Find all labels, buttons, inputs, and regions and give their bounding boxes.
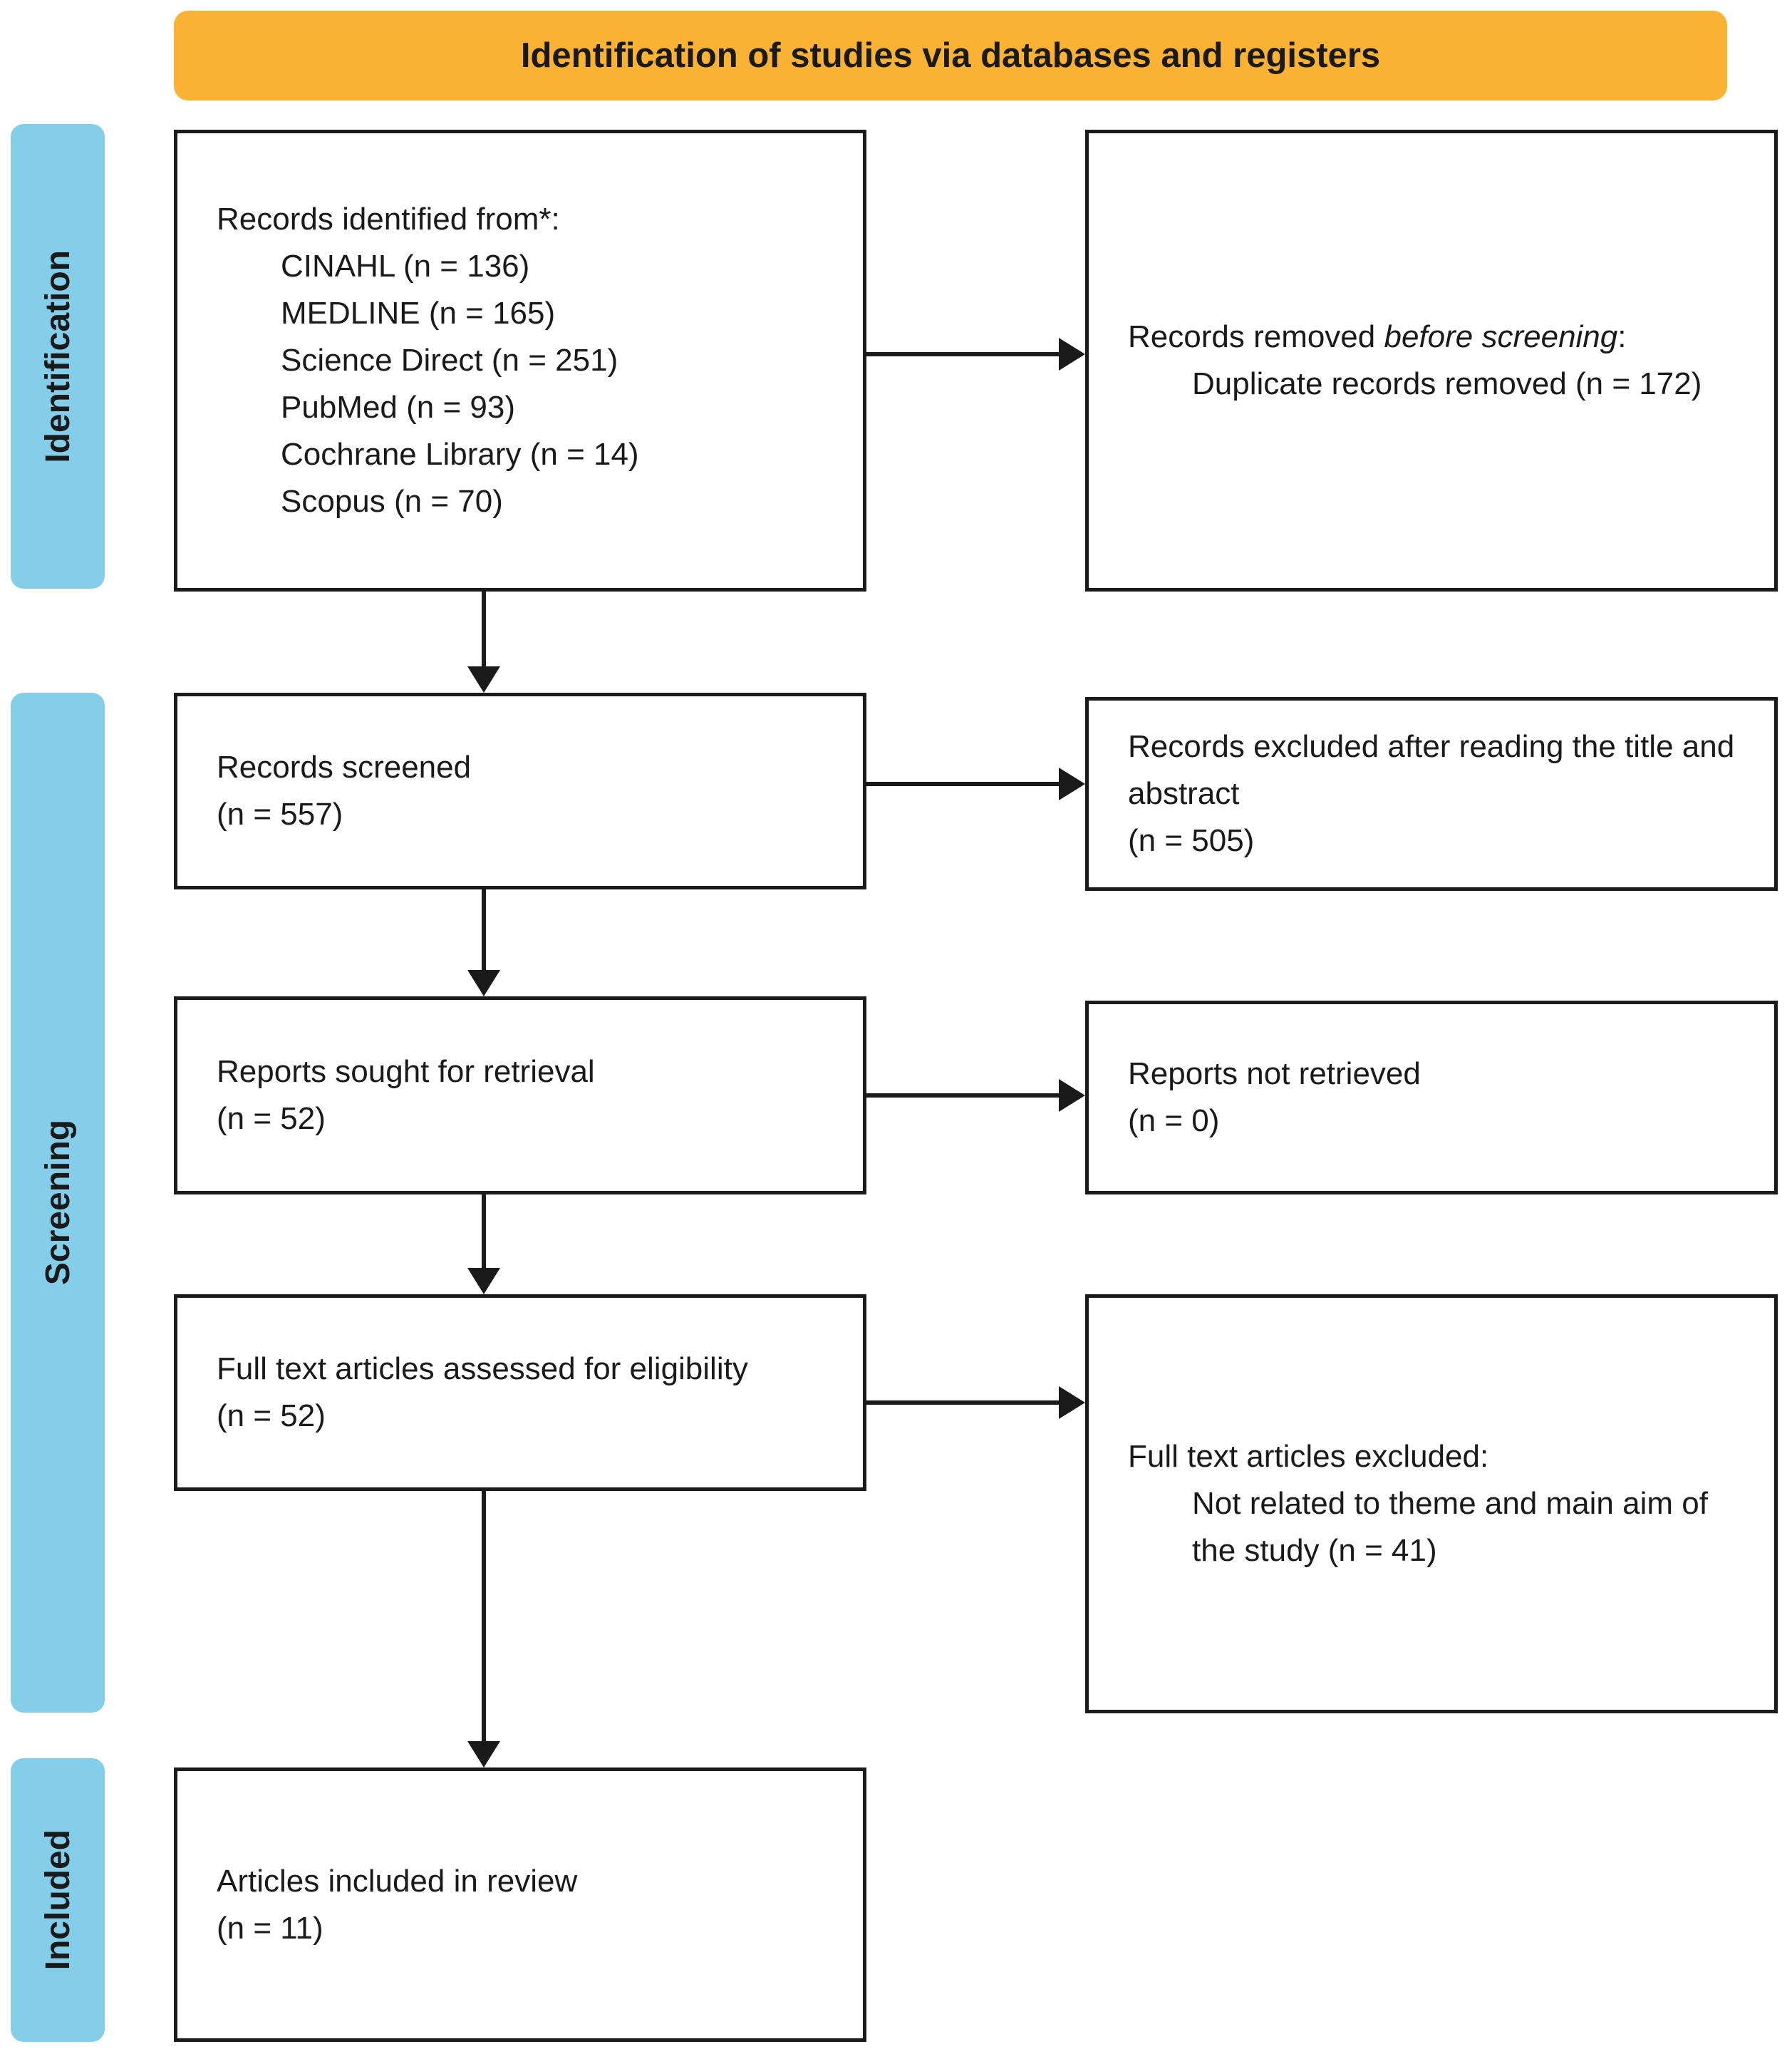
- database-count-item: MEDLINE (n = 165): [281, 296, 556, 331]
- box-title-lead: Records removed: [1128, 319, 1384, 354]
- box-title-emphasis: before screening: [1384, 319, 1618, 354]
- box-detail: Duplicate records removed (n = 172): [1192, 366, 1702, 401]
- box-records-identified: [174, 130, 866, 592]
- box-title: Full text articles excluded:: [1128, 1439, 1489, 1474]
- box-text: Articles included in review: [217, 1863, 578, 1899]
- box-articles-included: [174, 1767, 866, 2042]
- arrow-identified-to-screened: [482, 592, 486, 667]
- box-records-removed: [1085, 130, 1778, 592]
- box-fulltext-assessed: [174, 1294, 866, 1491]
- database-count-item: CINAHL (n = 136): [281, 249, 530, 284]
- stage-label-included: [11, 1758, 105, 2042]
- diagram-title: Identification of studies via databases and registers: [520, 36, 1381, 75]
- arrow-screened-to-excluded: [866, 782, 1060, 786]
- box-records-excluded: [1085, 697, 1778, 891]
- box-fulltext-excluded: [1085, 1294, 1778, 1713]
- box-count: (n = 11): [217, 1910, 323, 1946]
- stage-label-text: Identification: [38, 249, 77, 463]
- box-records-screened: [174, 693, 866, 889]
- box-count: (n = 0): [1128, 1103, 1220, 1138]
- database-count-item: PubMed (n = 93): [281, 390, 515, 425]
- stage-label-text: Screening: [38, 1120, 77, 1286]
- arrow-sought-to-assessed: [482, 1194, 486, 1269]
- arrow-assessed-to-included: [482, 1491, 486, 1742]
- box-reports-sought: [174, 996, 866, 1194]
- box-text: Records screened: [217, 750, 472, 785]
- diagram-title-banner: [174, 11, 1727, 100]
- arrow-assessed-to-fulltext-excluded: [866, 1400, 1060, 1405]
- stage-label-text: Included: [38, 1829, 77, 1971]
- box-title-tail: :: [1617, 319, 1627, 354]
- box-count: (n = 52): [217, 1398, 326, 1433]
- arrow-sought-to-not-retrieved: [866, 1093, 1060, 1098]
- box-count: (n = 505): [1128, 823, 1255, 858]
- box-text: Reports not retrieved: [1128, 1056, 1421, 1091]
- stage-label-identification: [11, 124, 105, 589]
- stage-label-screening: [11, 693, 105, 1713]
- database-count-item: Scopus (n = 70): [281, 484, 503, 519]
- arrow-screened-to-sought: [482, 889, 486, 971]
- database-count-item: Science Direct (n = 251): [281, 343, 618, 378]
- box-detail: Not related to theme and main aim of the study (n = 41): [1192, 1486, 1708, 1568]
- box-count: (n = 557): [217, 797, 343, 832]
- box-text: Reports sought for retrieval: [217, 1054, 595, 1089]
- arrow-identified-to-removed: [866, 352, 1060, 356]
- box-count: (n = 52): [217, 1101, 326, 1136]
- database-count-item: Cochrane Library (n = 14): [281, 437, 639, 472]
- box-title: [1128, 314, 1744, 361]
- box-text: Records excluded after reading the title and abstract: [1128, 729, 1735, 811]
- box-text: Full text articles assessed for eligibility: [217, 1351, 748, 1386]
- box-title: Records identified from*:: [217, 202, 560, 237]
- box-reports-not-retrieved: [1085, 1001, 1778, 1194]
